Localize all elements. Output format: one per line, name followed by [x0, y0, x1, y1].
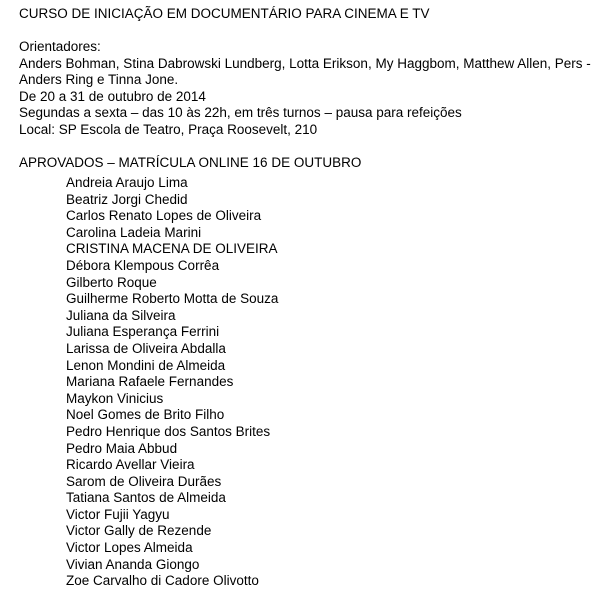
approved-name: CRISTINA MACENA DE OLIVEIRA	[66, 241, 278, 257]
approved-name: Ricardo Avellar Vieira	[66, 457, 195, 473]
approved-list	[19, 175, 594, 590]
approved-name: Tatiana Santos de Almeida	[66, 490, 226, 506]
course-dates: De 20 a 31 de outubro de 2014	[19, 88, 206, 104]
approved-name: Débora Klempous Corrêa	[66, 257, 220, 273]
spacer	[19, 23, 594, 40]
approved-name: Pedro Maia Abbud	[66, 440, 178, 456]
approved-name: Lenon Mondini de Almeida	[66, 357, 226, 373]
approved-name: Andreia Araujo Lima	[66, 175, 188, 190]
approved-name: Victor Fujii Yagyu	[66, 506, 170, 522]
approved-name: Guilherme Roberto Motta de Souza	[66, 291, 279, 307]
approved-name: Beatriz Jorgi Chedid	[66, 191, 188, 207]
approved-name: Carolina Ladeia Marini	[66, 224, 202, 240]
approved-name: Zoe Carvalho di Cadore Olivotto	[66, 573, 259, 589]
approved-name: Noel Gomes de Brito Filho	[66, 407, 225, 423]
approved-name: Vivian Ananda Giongo	[66, 556, 200, 572]
document	[19, 6, 594, 590]
orientadores-names-line-1: Anders Bohman, Stina Dabrowski Lundberg, Lotta Erikson, My Haggbom, Matthew Allen, Pers -	[19, 55, 591, 71]
course-title: CURSO DE INICIAÇÃO EM DOCUMENTÁRIO PARA CINEMA E TV	[19, 6, 430, 21]
approved-name: Mariana Rafaele Fernandes	[66, 374, 234, 390]
approved-name: Pedro Henrique dos Santos Brites	[66, 423, 271, 439]
approved-name: Victor Lopes Almeida	[66, 540, 193, 556]
spacer	[19, 138, 594, 155]
approved-name: Victor Gally de Rezende	[66, 523, 212, 539]
approved-name: Juliana Esperança Ferrini	[66, 324, 220, 340]
orientadores-label: Orientadores:	[19, 39, 101, 54]
approved-name: Gilberto Roque	[66, 274, 157, 290]
approved-name: Carlos Renato Lopes de Oliveira	[66, 208, 262, 224]
approved-name: Sarom de Oliveira Durães	[66, 473, 222, 489]
course-location: Local: SP Escola de Teatro, Praça Roosevelt, 210	[19, 121, 318, 137]
approved-name: Larissa de Oliveira Abdalla	[66, 340, 226, 356]
course-schedule: Segundas a sexta – das 10 às 22h, em três turnos – pausa para refeições	[19, 105, 462, 120]
approved-name: Juliana da Silveira	[66, 307, 176, 323]
approved-name: Maykon Vinicius	[66, 390, 164, 406]
approved-heading: APROVADOS – MATRÍCULA ONLINE 16 DE OUTUBRO	[19, 154, 362, 170]
orientadores-names-line-2: Anders Ring e Tinna Jone.	[19, 72, 179, 87]
